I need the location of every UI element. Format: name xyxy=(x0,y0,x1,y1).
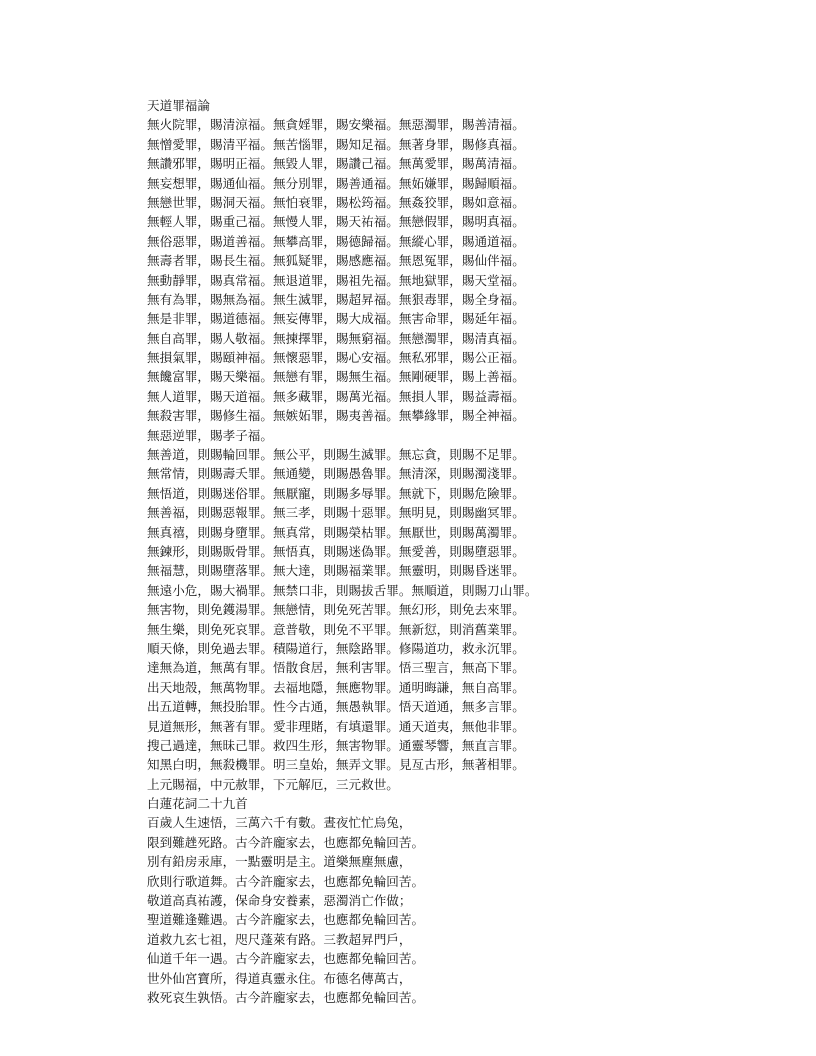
text-line: 無遠小危，賜大禍罪。無禁口非，則賜拔舌罪。無順道，則賜刀山罪。 xyxy=(147,582,538,598)
text-line: 無有為罪，賜無為福。無生滅罪，賜超昇福。無狠毒罪，賜全身福。 xyxy=(147,291,525,307)
poem-line: 敬道高真祐護，保命身安養素，惡濁消亡作做； xyxy=(147,893,412,909)
text-line: 無鍊形，則賜販骨罪。無悟真，則賜迷偽罪。無愛善，則賜墮惡罪。 xyxy=(147,543,525,559)
text-line: 無悟道，則賜迷俗罪。無厭寵，則賜多辱罪。無就下，則賜危險罪。 xyxy=(147,485,525,501)
text-line: 搜己過達，無昧己罪。救四生形，無害物罪。通靈琴響，無直言罪。 xyxy=(147,737,525,753)
text-line: 無常情，則賜壽夭罪。無通變，則賜愚魯罪。無清深，則賜濁淺罪。 xyxy=(147,466,525,482)
text-line: 無善道，則賜輪回罪。無公平，則賜生滅罪。無忘貪，則賜不足罪。 xyxy=(147,447,525,463)
text-line: 順天條，則免過去罪。積陽道行，無陰路罪。修陽道功，救永沉罪。 xyxy=(147,640,525,656)
text-line: 見道無形，無著有罪。愛非理賭，有填還罪。通天道夷，無他非罪。 xyxy=(147,718,525,734)
text-line: 無自高罪，賜人敬福。無揀擇罪，賜無窮福。無戀濁罪，賜清真福。 xyxy=(147,330,525,346)
text-line: 無人道罪，賜天道福。無多藏罪，賜萬光福。無損人罪，賜益壽福。 xyxy=(147,388,525,404)
poem-line: 欣則行歌道舞。古今許龐家去，也應都免輪回苦。 xyxy=(147,873,425,889)
text-line: 無饞富罪，賜天樂福。無戀有罪，賜無生福。無剛硬罪，賜上善福。 xyxy=(147,369,525,385)
poem-line: 百歲人生速悟，三萬六千有數。晝夜忙忙烏兔， xyxy=(147,815,412,831)
text-line: 無戀世罪，賜洞天福。無怕衰罪，賜松筠福。無姦狡罪，賜如意福。 xyxy=(147,194,525,210)
section-title-tiandao-zuifu-lun: 天道罪福論 xyxy=(147,98,210,113)
text-line: 上元賜福，中元赦罪，下元解厄，三元救世。 xyxy=(147,776,399,792)
text-line: 無惡逆罪，賜孝子福。 xyxy=(147,427,273,443)
text-line: 無善福，則賜惡報罪。無三孝，則賜十惡罪。無明見，則賜幽冥罪。 xyxy=(147,505,525,521)
text-line: 無火院罪，賜清涼福。無貪婬罪，賜安樂福。無惡濁罪，賜善清福。 xyxy=(147,117,525,133)
poem-line: 仙道千年一遇。古今許龐家去，也應都免輪回苦。 xyxy=(147,951,425,967)
text-line: 知黑白明，無殺機罪。明三皇始，無弄文罪。見亙古形，無著相罪。 xyxy=(147,757,525,773)
text-line: 無害物，則免鑊湯罪。無戀情，則免死苦罪。無幻形，則免去來罪。 xyxy=(147,602,525,618)
text-line: 無憎愛罪，賜清平福。無苦惱罪，賜知足福。無著身罪，賜修真福。 xyxy=(147,136,525,152)
text-line: 無福慧，則賜墮落罪。無大達，則賜福業罪。無靈明，則賜昏迷罪。 xyxy=(147,563,525,579)
text-line: 無是非罪，賜道德福。無妄傳罪，賜大成福。無害命罪，賜延年福。 xyxy=(147,311,525,327)
text-line: 出五道轉，無投胎罪。性今古通，無愚執罪。悟天道通，無多言罪。 xyxy=(147,699,525,715)
text-line: 無真禧，則賜身墮罪。無真常，則賜榮枯罪。無厭世，則賜萬濁罪。 xyxy=(147,524,525,540)
poem-line: 道救九玄七祖，咫尺蓬萊有路。三教超昇門戶， xyxy=(147,931,412,947)
text-line: 達無為道，無萬有罪。悟散食居，無利害罪。悟三聖言，無高下罪。 xyxy=(147,660,525,676)
poem-line: 限到難趖死路。古今許龐家去，也應都免輪回苦。 xyxy=(147,834,425,850)
poem-line: 救死哀生孰悟。古今許龐家去，也應都免輪回苦。 xyxy=(147,989,425,1005)
text-line: 無俗惡罪，賜道善福。無攀高罪，賜德歸福。無縱心罪，賜通道福。 xyxy=(147,233,525,249)
poem-line: 別有鉛房汞庫，一點靈明是主。道樂無塵無慮， xyxy=(147,854,412,870)
poem-line: 聖道難逢難遇。古今許龐家去，也應都免輪回苦。 xyxy=(147,912,425,928)
text-line: 出天地殼，無萬物罪。去福地隱，無應物罪。通明晦謙，無自高罪。 xyxy=(147,679,525,695)
document-page xyxy=(147,96,767,1007)
section-title-bailianhua-ci: 白蓮花詞二十九首 xyxy=(147,796,248,812)
text-line: 無生樂，則免死哀罪。意普敬，則免不平罪。無新愆，則消舊業罪。 xyxy=(147,621,525,637)
text-line: 無妄想罪，賜通仙福。無分別罪，賜善通福。無妬嫌罪，賜歸順福。 xyxy=(147,175,525,191)
text-line: 無壽者罪，賜長生福。無狐疑罪，賜感應福。無恩冤罪，賜仙伴福。 xyxy=(147,253,525,269)
text-line: 無輕人罪，賜重己福。無慢人罪，賜天祐福。無戀假罪，賜明真福。 xyxy=(147,214,525,230)
text-line: 無殺害罪，賜修生福。無嫉妬罪，賜夷善福。無攀緣罪，賜全神福。 xyxy=(147,408,525,424)
poem-line: 世外仙宮寶所，得道真靈永住。布德名傳萬古， xyxy=(147,970,412,986)
text-line: 無動靜罪，賜真常福。無退道罪，賜祖先福。無地獄罪，賜天堂福。 xyxy=(147,272,525,288)
text-line: 無損氣罪，賜頤神福。無懷惡罪，賜心安福。無私邪罪，賜公正福。 xyxy=(147,350,525,366)
text-line: 無讚邪罪，賜明正福。無毀人罪，賜讚己福。無萬愛罪，賜萬清福。 xyxy=(147,156,525,172)
